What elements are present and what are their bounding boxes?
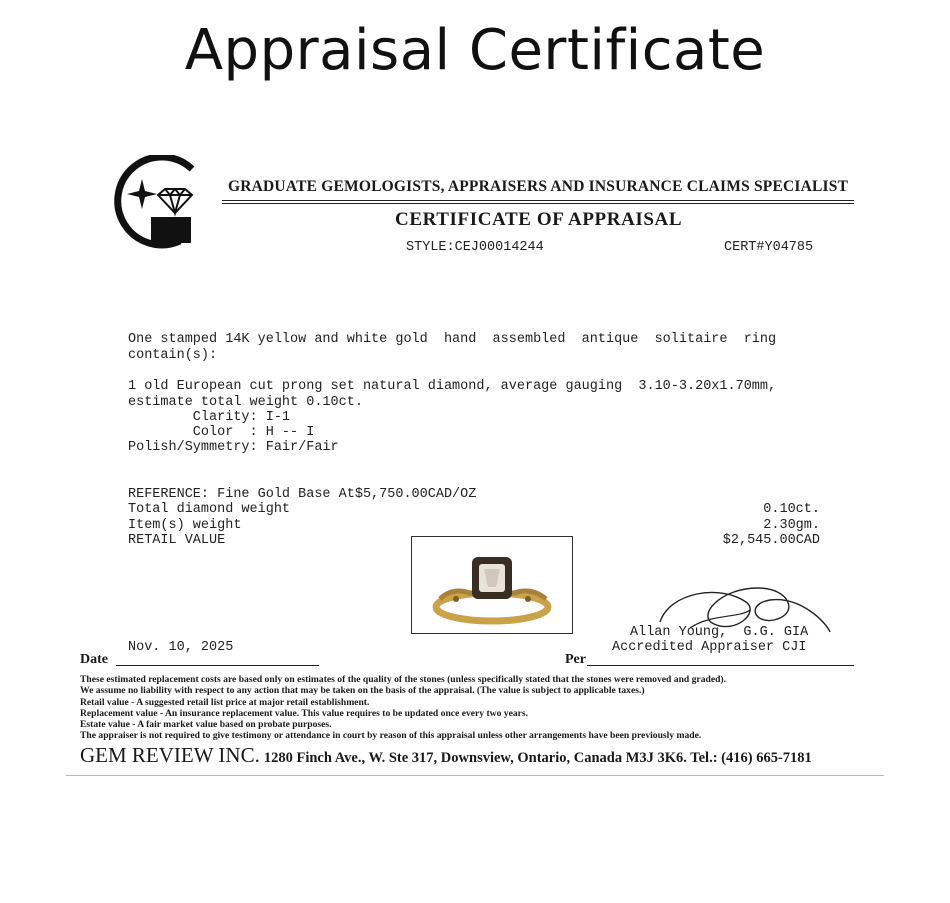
company-line bbox=[80, 743, 812, 768]
color-line: Color : H -- I bbox=[128, 425, 315, 440]
per-underline bbox=[587, 665, 854, 666]
total-diamond-value: 0.10ct. bbox=[763, 502, 820, 517]
company-address: 1280 Finch Ave., W. Ste 317, Downsview, Ontario, Canada M3J 3K6. Tel.: (416) 665-7181 bbox=[263, 750, 812, 766]
appraiser-name: Allan Young, G.G. GIA bbox=[630, 625, 809, 640]
ring-photo bbox=[411, 536, 573, 634]
header-divider-2 bbox=[222, 203, 854, 204]
footer-note: Estate value - A fair market value based on probate purposes. bbox=[80, 719, 332, 731]
date-label: Date bbox=[80, 652, 108, 667]
clarity-line: Clarity: I-1 bbox=[128, 410, 291, 425]
certificate-heading: CERTIFICATE OF APPRAISAL bbox=[395, 209, 683, 230]
item-weight-label: Item(s) weight bbox=[128, 518, 242, 533]
gem-logo-icon bbox=[106, 155, 201, 250]
item-weight-value: 2.30gm. bbox=[763, 518, 820, 533]
footer-notes bbox=[80, 674, 880, 742]
description-line: contain(s): bbox=[128, 348, 218, 363]
footer-note: Retail value - A suggested retail list price at major retail establishment. bbox=[80, 696, 370, 708]
header-tagline: GRADUATE GEMOLOGISTS, APPRAISERS AND INSURANCE CLAIMS SPECIALIST bbox=[228, 178, 849, 195]
appraiser-title: Accredited Appraiser CJI bbox=[612, 640, 807, 655]
company-name: GEM REVIEW INC. bbox=[80, 743, 260, 767]
header-divider bbox=[222, 200, 854, 201]
description-line: 1 old European cut prong set natural diamond, average gauging 3.10-3.20x1.70mm, bbox=[128, 379, 777, 394]
ring-image-icon bbox=[412, 537, 572, 633]
retail-value-amount: $2,545.00CAD bbox=[722, 533, 820, 548]
footer-note: These estimated replacement costs are based only on estimates of the quality of the stones (unless specifically stated that the stones were removed and graded). bbox=[80, 674, 727, 685]
description-line: estimate total weight 0.10ct. bbox=[128, 395, 363, 410]
footer-note: The appraiser is not required to give testimony or attendance in court by reason of this appraisal unless other arrangements have been previously made. bbox=[80, 730, 702, 742]
company-logo bbox=[106, 155, 201, 250]
footer-note: We assume no liability with respect to any action that may be taken on the basis of the appraisal. (The value is subject to applicable taxes.) bbox=[80, 685, 645, 697]
per-label: Per bbox=[565, 652, 586, 667]
description-line: One stamped 14K yellow and white gold hand assembled antique solitaire ring bbox=[128, 332, 777, 347]
total-diamond-label: Total diamond weight bbox=[128, 502, 291, 517]
reference-line: REFERENCE: Fine Gold Base At$5,750.00CAD/OZ bbox=[128, 487, 477, 502]
page-title: Appraisal Certificate bbox=[184, 18, 766, 83]
style-number: STYLE:CEJ00014244 bbox=[406, 240, 544, 255]
date-underline bbox=[116, 665, 319, 666]
footer-divider bbox=[66, 775, 884, 776]
cert-number: CERT#Y04785 bbox=[724, 240, 814, 255]
polish-line: Polish/Symmetry: Fair/Fair bbox=[128, 440, 339, 455]
retail-value-label: RETAIL VALUE bbox=[128, 533, 226, 548]
date-value: Nov. 10, 2025 bbox=[128, 640, 234, 655]
footer-note: Replacement value - An insurance replacement value. This value requires to be updated once every two years. bbox=[80, 707, 529, 719]
